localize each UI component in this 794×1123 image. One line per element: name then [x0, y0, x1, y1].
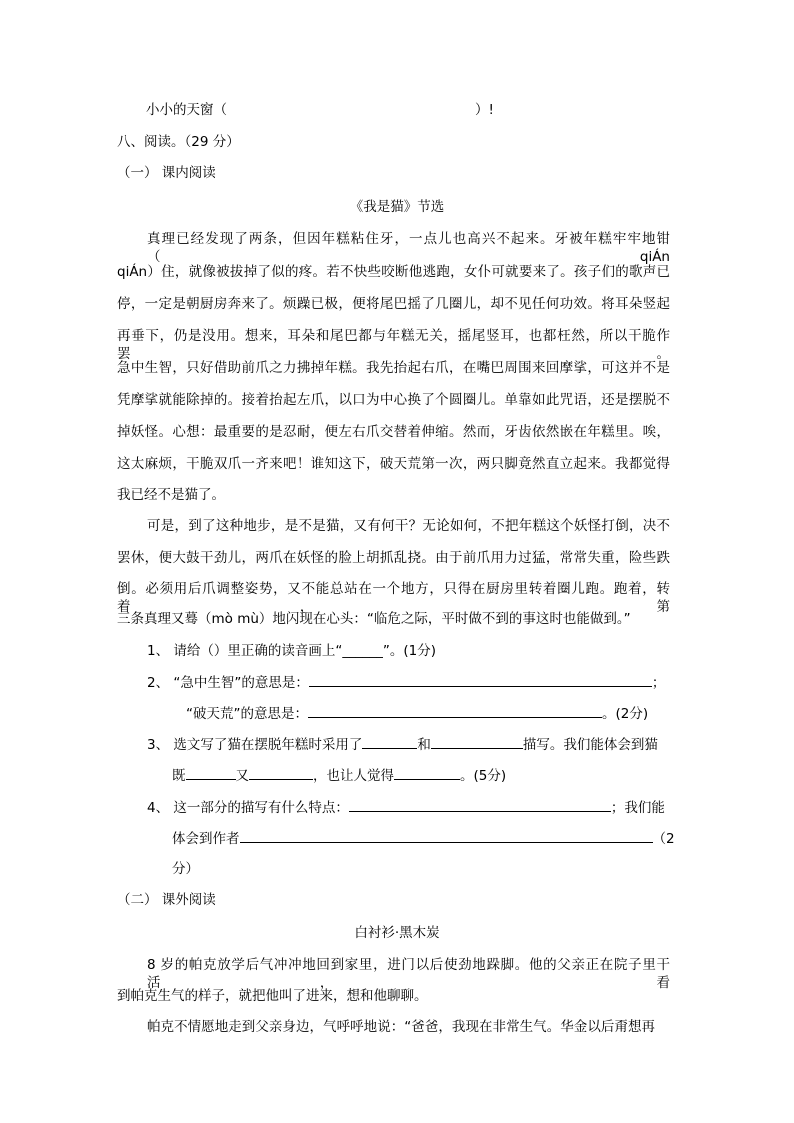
passage-line: 掉妖怪。心想：最重要的是忍耐，便左右爪交替着伸缩。然而，牙齿依然嵌在年糕里。唉，: [117, 424, 670, 440]
question-1: 1、 请给（）里正确的读音画上“______”。(1分): [147, 643, 436, 659]
answer-blank[interactable]: [431, 735, 523, 749]
passage-line: 三条真理又蓦（mò mù）地闪现在心头：“临危之际，平时做不到的事这时也能做到。”: [117, 611, 631, 627]
question-text: 。(5分): [460, 768, 507, 784]
question-4b: [172, 829, 675, 848]
question-2b: [186, 704, 648, 723]
question-text: ；我们能: [610, 800, 665, 816]
answer-blank[interactable]: [249, 766, 313, 780]
line-text: 小小的天窗（: [146, 102, 227, 118]
passage-line: 凭摩挲就能除掉的。接着抬起左爪，以口为中心换了个圆圈儿。单靠如此咒语，还是摆脱不: [117, 392, 670, 408]
passage-line: 停，一定是朝厨房奔来了。烦躁已极，便将尾巴摇了几圈儿，却不见任何功效。将耳朵竖起: [117, 296, 670, 312]
part-label: （二） 课外阅读: [117, 892, 216, 908]
blank-line-title: [146, 101, 494, 119]
answer-blank[interactable]: [362, 735, 417, 749]
question-text: 描写。我们能体会到猫: [522, 737, 658, 753]
answer-blank[interactable]: [240, 829, 653, 843]
passage-title: 《我是猫》节选: [349, 199, 445, 215]
question-2a: [147, 673, 665, 692]
passage-line: 急中生智，只好借助前爪之力拂掉年糕。我先抬起右爪，在嘴巴周围来回摩挲，可这并不是: [117, 360, 670, 376]
passage-line: 帕克不情愿地走到父亲身边，气呼呼地说：“爸爸，我现在非常生气。华金以后甭想再: [147, 1019, 655, 1035]
passage-line: 我已经不是猫了。: [117, 487, 225, 503]
question-3b: [172, 766, 506, 785]
question-text: 体会到作者: [172, 831, 240, 847]
question-text: 和: [417, 737, 431, 753]
passage-title: 白衬衫·黑木炭: [354, 925, 440, 941]
question-text: 4、 这一部分的描写有什么特点：: [147, 800, 349, 816]
passage-line: qiÁn）住，就像被拔掉了似的疼。若不快些咬断他逃跑，女仆可就要来了。孩子们的歌声已: [117, 264, 670, 280]
passage-line: 真理已经发现了两条，但因年糕粘住牙，一点儿也高兴不起来。牙被年糕牢牢地钳（qiÁn: [147, 231, 670, 265]
question-3a: [147, 735, 658, 754]
section-heading: 八、阅读。（29 分）: [117, 134, 240, 150]
answer-blank[interactable]: [186, 766, 236, 780]
passage-line: 这太麻烦，干脆双爪一齐来吧！谁知这下，破天荒第一次，两只脚竟然直立起来。我都觉得: [117, 456, 670, 472]
line-text: ）!: [475, 102, 494, 118]
passage-line: 罢休，便大鼓干劲儿，两爪在妖怪的脸上胡抓乱挠。由于前爪用力过猛，常常失重，险些跌: [117, 550, 670, 566]
part-label: （一） 课内阅读: [117, 165, 216, 181]
question-text: （2: [652, 831, 675, 847]
question-text: 又: [235, 768, 249, 784]
question-text: 2、 “急中生智”的意思是：: [147, 675, 309, 691]
passage-line: 再垂下，仍是没用。想来，耳朵和尾巴都与年糕无关，摇尾竖耳，也都枉然，所以干脆作罢。: [117, 328, 670, 362]
question-text: 。(2分): [602, 706, 649, 722]
answer-blank[interactable]: [394, 766, 460, 780]
answer-blank[interactable]: [308, 704, 602, 718]
passage-line: 8 岁的帕克放学后气冲冲地回到家里，进门以后使劲地跺脚。他的父亲正在院子里干活， 看: [147, 957, 670, 991]
question-text: 既: [172, 768, 186, 784]
question-4a: [147, 798, 665, 817]
answer-blank[interactable]: [349, 798, 611, 812]
question-text: 3、 选文写了猫在摆脱年糕时采用了: [147, 737, 363, 753]
question-text: ；: [651, 675, 666, 691]
passage-line: 倒。必须用后爪调整姿势，又不能总站在一个地方，只得在厨房里转着圈儿跑。跑着，转着， 第: [117, 581, 670, 615]
question-text: ，也让人觉得: [313, 768, 394, 784]
passage-line: 到帕克生气的样子，就把他叫了进来，想和他聊聊。: [117, 988, 428, 1004]
question-text: “破天荒”的意思是：: [186, 706, 308, 722]
passage-line: 可是，到了这种地步，是不是猫，又有何干？无论如何，不把年糕这个妖怪打倒，决不: [147, 518, 670, 534]
answer-blank[interactable]: [309, 673, 652, 687]
question-4c: 分）: [172, 861, 199, 877]
